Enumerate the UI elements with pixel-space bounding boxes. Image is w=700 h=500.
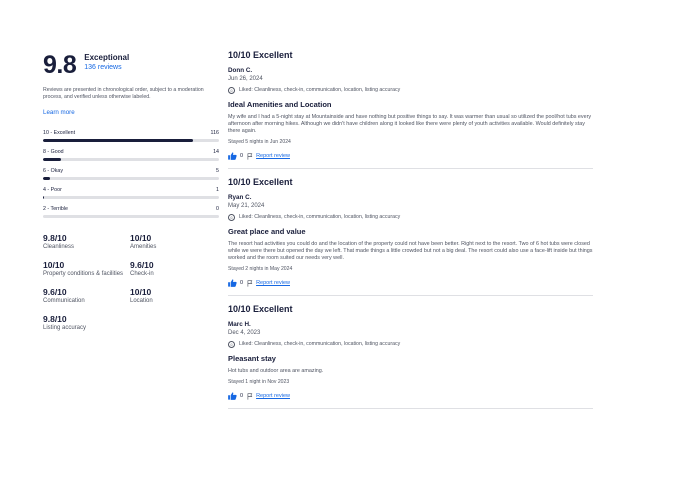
category-score (43, 314, 130, 332)
review-title: Great place and value (228, 227, 306, 236)
category-score (43, 233, 130, 251)
distribution-row (43, 206, 219, 218)
category-score-value: 9.6/10 (43, 287, 67, 297)
review-date: Dec 4, 2023 (228, 330, 261, 336)
distribution-count: 5 (216, 168, 219, 174)
category-scores (43, 233, 219, 332)
review-actions (228, 152, 593, 160)
distribution-bar-fill (43, 158, 61, 161)
distribution-row (43, 130, 219, 142)
liked-row (228, 87, 593, 94)
stay-info: Stayed 2 nights in May 2024 (228, 266, 293, 272)
review-rating: 10/10 Excellent (228, 50, 293, 60)
category-score (43, 260, 130, 278)
distribution-label: 6 - Okay (43, 168, 64, 174)
distribution-count: 1 (216, 187, 219, 193)
category-score-label: Check-in (130, 271, 154, 277)
report-review-link[interactable]: Report review (256, 280, 290, 286)
distribution-bar-fill (43, 139, 193, 142)
smile-icon: ☺ (229, 215, 234, 220)
distribution-label: 2 - Terrible (43, 206, 68, 212)
category-score-value: 10/10 (43, 260, 65, 270)
category-score-value: 9.6/10 (130, 260, 154, 270)
helpful-count: 0 (240, 393, 244, 399)
reviewer-name: Donn C. (228, 67, 253, 74)
rating-distribution (43, 130, 219, 218)
helpful-count: 0 (240, 153, 244, 159)
distribution-row (43, 187, 219, 199)
rating-summary (43, 50, 219, 332)
overall-score: 9.8 (43, 51, 77, 79)
score-word: Exceptional (84, 53, 130, 62)
category-score (130, 233, 217, 251)
distribution-row (43, 168, 219, 180)
distribution-count: 14 (213, 149, 219, 155)
review-title: Pleasant stay (228, 354, 276, 363)
smile-icon: ☺ (229, 88, 234, 93)
review-title: Ideal Amenities and Location (228, 100, 332, 109)
stay-info: Stayed 5 nights in Jun 2024 (228, 139, 291, 145)
thumbs-up-icon[interactable] (228, 392, 237, 400)
review-count-link[interactable]: 136 reviews (84, 64, 122, 71)
category-score-value: 10/10 (130, 287, 152, 297)
distribution-bar (43, 196, 219, 199)
liked-text: Liked: Cleanliness, check-in, communication, location, listing accuracy (239, 214, 401, 220)
review-card (228, 177, 593, 296)
category-score-label: Location (130, 298, 153, 304)
reviewer-name: Ryan C. (228, 194, 252, 201)
flag-icon[interactable] (247, 280, 253, 287)
review-disclaimer: Reviews are presented in chronological order, subject to a moderation process, and verified unless otherwise labeled. (43, 87, 204, 100)
learn-more-link[interactable]: Learn more (43, 109, 75, 116)
stay-info: Stayed 1 night in Nov 2023 (228, 379, 290, 385)
liked-row (228, 341, 593, 348)
category-score-label: Communication (43, 298, 85, 304)
distribution-count: 116 (210, 130, 219, 136)
distribution-bar (43, 215, 219, 218)
distribution-bar (43, 139, 219, 142)
score-row (43, 50, 219, 78)
flag-icon[interactable] (247, 393, 253, 400)
review-date: May 21, 2024 (228, 203, 265, 209)
review-date: Jun 26, 2024 (228, 76, 263, 82)
reviews-list (228, 50, 593, 417)
distribution-bar (43, 158, 219, 161)
liked-row (228, 214, 593, 221)
distribution-row (43, 149, 219, 161)
smile-icon: ☺ (229, 342, 234, 347)
review-rating: 10/10 Excellent (228, 177, 293, 187)
distribution-bar (43, 177, 219, 180)
category-score-label: Listing accuracy (43, 325, 87, 331)
distribution-label: 4 - Poor (43, 187, 62, 193)
distribution-label: 8 - Good (43, 149, 64, 155)
category-score-value: 10/10 (130, 233, 152, 243)
review-actions (228, 392, 593, 400)
thumbs-up-icon[interactable] (228, 279, 237, 287)
review-text: Hot tubs and outdoor area are amazing. (228, 368, 324, 374)
distribution-label: 10 - Excellent (43, 130, 76, 136)
category-score-value: 9.8/10 (43, 233, 67, 243)
category-score (130, 287, 217, 305)
category-score-label: Amenities (130, 244, 157, 250)
category-score (43, 287, 130, 305)
distribution-count: 0 (216, 206, 219, 212)
category-score-label: Property conditions & facilities (43, 271, 124, 277)
review-text: The resort had activities you could do and the location of the property could not have been better. Right next to the resort. Two of 6 hot tubs were closed while we were there but opened the day we left. That made things a little crowded but not a big deal. The resort could also use a face-lift inside but things worked and the room suited our needs very well. (228, 241, 593, 261)
review-card (228, 304, 593, 409)
report-review-link[interactable]: Report review (256, 393, 290, 399)
thumbs-up-icon[interactable] (228, 152, 237, 160)
reviewer-name: Marc H. (228, 321, 251, 328)
category-score-value: 9.8/10 (43, 314, 67, 324)
report-review-link[interactable]: Report review (256, 153, 290, 159)
category-score-label: Cleanliness (43, 244, 75, 250)
category-score (130, 260, 217, 278)
distribution-bar-fill (43, 177, 50, 180)
distribution-bar-fill (43, 196, 44, 199)
review-text: My wife and I had a 5-night stay at Mountainside and have nothing but positive things to say. It was warmer than usual so utilized the pool/hot tubs every afternoon after morning hikes. Although we didn't have children along it looked like there were plenty of youth activities available. Would definitely stay there again. (228, 114, 592, 134)
liked-text: Liked: Cleanliness, check-in, communication, location, listing accuracy (239, 341, 401, 347)
helpful-count: 0 (240, 280, 244, 286)
flag-icon[interactable] (247, 153, 253, 160)
review-rating: 10/10 Excellent (228, 304, 293, 314)
score-meta (84, 53, 129, 73)
review-card (228, 50, 593, 169)
review-actions (228, 279, 593, 287)
liked-text: Liked: Cleanliness, check-in, communication, location, listing accuracy (239, 87, 401, 93)
